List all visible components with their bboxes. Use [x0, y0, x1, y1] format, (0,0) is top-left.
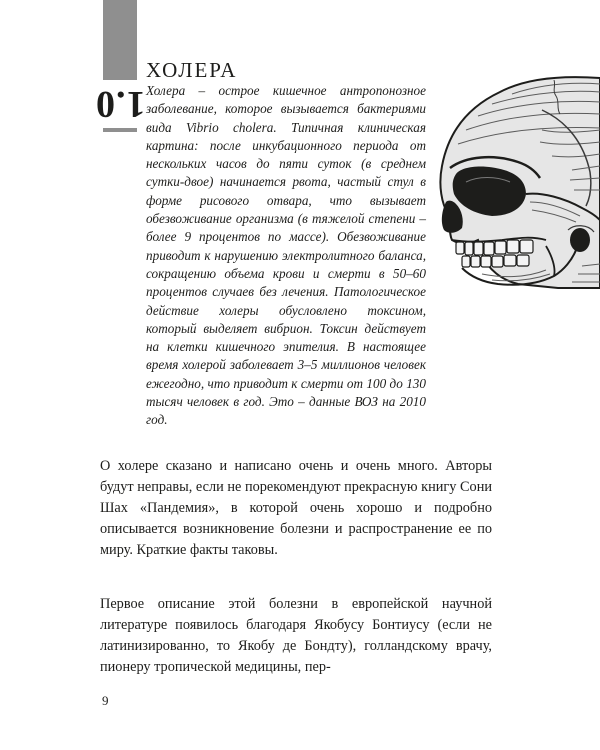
- lead-paragraph: Холера – острое кишечное антропонозное заболевание, которое вызывается бактериями вида Vibrio cholera. Типичная клиническая картина: после инкубационного периода от нескольких часов до пяти суток (в среднем сутки-двое) начинается рвота, частый стул в форме рисового отвара, что вызывает обезвоживание организма (в тяжелой степени – более 9 процентов по массе). Обезвоживание приводит к нарушению электролитного баланса, сокращению объема крови и смерти в 50–60 процентов случаев без лечения. Патологическое действие холеры обусловлено токсином, который выделяет вибрион. Токсин действует на клетки кишечного эпителия. В настоящее время холерой заболевает 3–5 миллионов человек ежегодно, что приводит к смерти от 100 до 130 тысяч человек в год. Это – данные ВОЗ на 2010 год.: [146, 83, 426, 428]
- body-paragraph-2: Первое описание этой болезни в европейской научной литературе появилось благодаря Якобусу Бонтиусу (если не латинизированно, то Якобу де Бондту), голландскому врачу, пионеру тропической медицины, пер-: [100, 596, 492, 675]
- skull-illustration: [422, 70, 600, 290]
- chapter-number-label: 1.0: [94, 83, 146, 125]
- chapter-number: [96, 80, 144, 128]
- chapter-title: ХОЛЕРА: [146, 58, 238, 82]
- page-number: 9: [102, 693, 109, 708]
- body-paragraph-1: О холере сказано и написано очень и очень много. Авторы будут неправы, если не порекомендуют прекрасную книгу Сони Шах «Пандемия», в которой очень хорошо и подробно описывается возникновение болезни и распространение ее по миру. Краткие факты таковы.: [100, 458, 492, 558]
